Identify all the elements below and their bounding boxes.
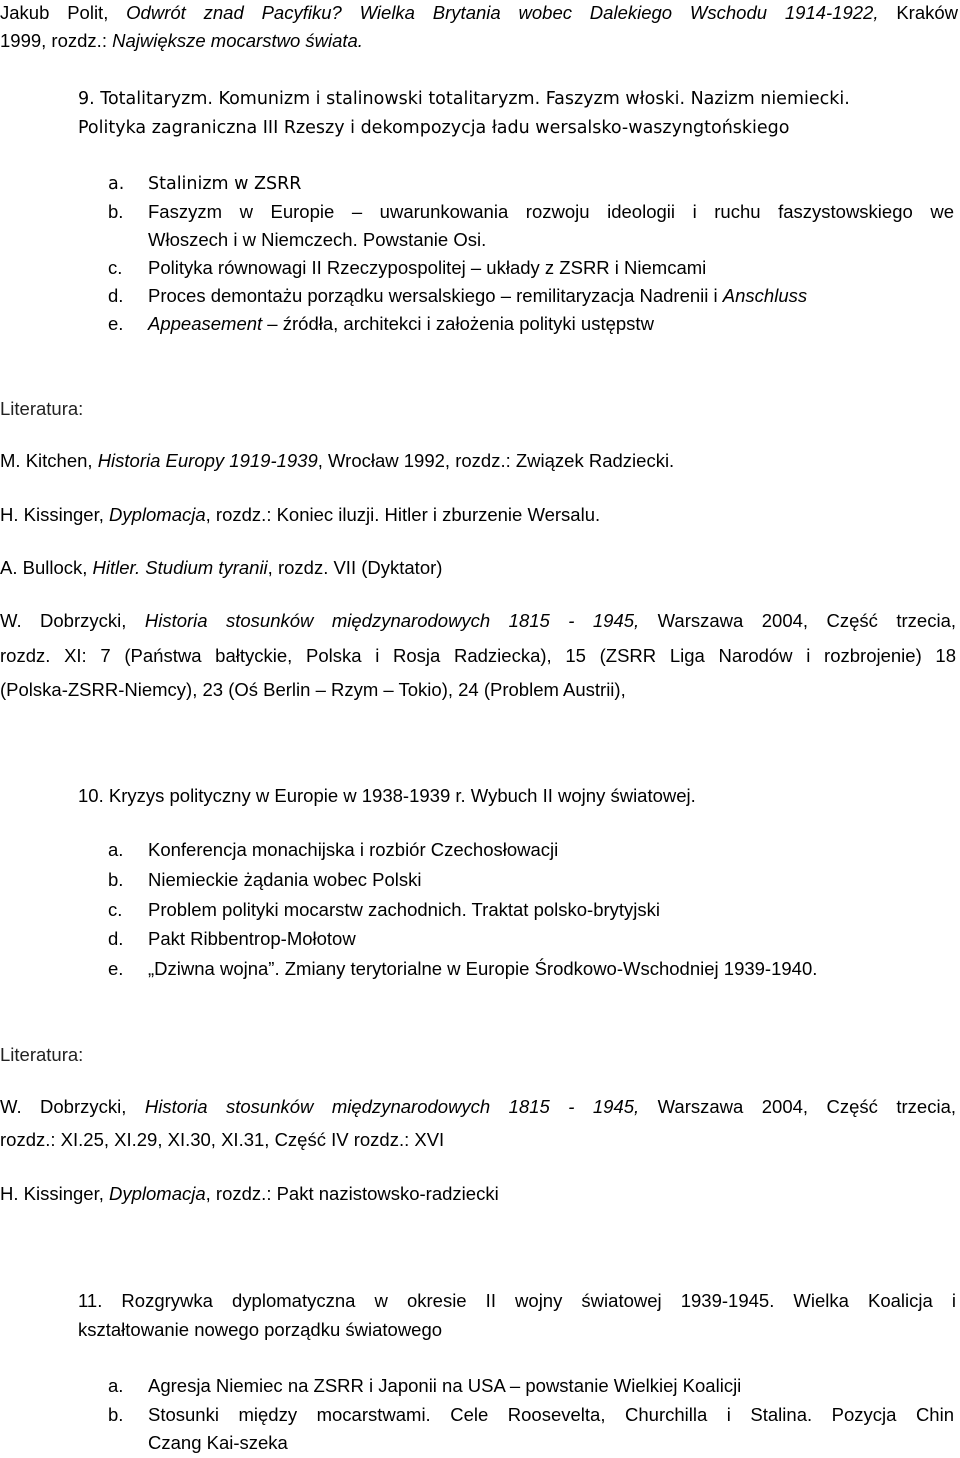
lit-title: Historia Europy 1919-1939: [97, 450, 318, 471]
item-marker: a.: [108, 1375, 124, 1396]
item-marker: c.: [108, 257, 123, 278]
lit-author: A. Bullock,: [0, 557, 93, 578]
section-9-item-a: [108, 173, 301, 195]
section-11-item-a: [108, 1375, 741, 1397]
item-marker: b.: [108, 869, 124, 890]
item-text: Faszyzm w Europie – uwarunkowania rozwoju ideologii i ruchu faszystowskiego we: [148, 201, 954, 222]
literature-entry-kitchen: [0, 450, 674, 472]
item-text: Problem polityki mocarstw zachodnich. Traktat polsko-brytyjski: [148, 899, 661, 920]
section-11-heading-cont: kształtowanie nowego porządku światowego: [78, 1319, 443, 1340]
section-9-heading-cont: Polityka zagraniczna III Rzeszy i dekompozycja ładu wersalsko-waszyngtońskiego: [78, 118, 790, 138]
lit-author: M. Kitchen,: [0, 450, 98, 471]
lit-details: , rozdz. VII (Dyktator): [267, 557, 443, 578]
item-marker: a.: [108, 839, 124, 860]
section-11-item-b: [108, 1404, 956, 1426]
lit-author: W. Dobrzycki,: [0, 1096, 145, 1117]
item-text-italic: Appeasement: [148, 313, 263, 334]
item-marker: b.: [108, 1404, 124, 1425]
section-11-item-b-cont: Czang Kai-szeka: [148, 1432, 288, 1453]
section-11-heading: 11. Rozgrywka dyplomatyczna w okresie II wojny światowej 1939-1945. Wielka Koalicja i: [78, 1290, 956, 1311]
section-10-item-b: [78, 869, 422, 891]
section-9-item-b: [108, 201, 956, 223]
lit-title: Dyplomacja: [109, 504, 206, 525]
section-9-item-c: [108, 257, 706, 279]
citation-title: Odwrót znad Pacyfiku? Wielka Brytania wobec Dalekiego Wschodu 1914-1922,: [126, 2, 879, 23]
item-marker: e.: [108, 313, 124, 334]
item-text: Agresja Niemiec na ZSRR i Japonii na USA – powstanie Wielkiej Koalicji: [148, 1375, 742, 1396]
citation-chapter: Największe mocarstwo świata.: [112, 30, 363, 51]
lit-author: W. Dobrzycki,: [0, 610, 145, 631]
item-marker: e.: [108, 958, 124, 979]
item-text-italic: Anschluss: [722, 285, 808, 306]
section-9-heading: 9. Totalitaryzm. Komunizm i stalinowski totalitaryzm. Faszyzm włoski. Nazizm niemiecki.: [78, 89, 850, 109]
lit-details: Warszawa 2004, Część trzecia,: [639, 1096, 957, 1117]
item-text: Niemieckie żądania wobec Polski: [148, 869, 422, 890]
lit-details: , rozdz.: Pakt nazistowsko-radziecki: [205, 1183, 499, 1204]
citation-polit-line2: [0, 30, 363, 52]
lit-title: Historia stosunków międzynarodowych 1815 - 1945,: [144, 1096, 640, 1117]
literature-label: Literatura:: [0, 398, 84, 419]
item-text: Stalinizm w ZSRR: [148, 174, 302, 194]
lit-details: , Wrocław 1992, rozdz.: Związek Radziecki.: [317, 450, 675, 471]
item-text: Stosunki między mocarstwami. Cele Roosevelta, Churchilla i Stalina. Pozycja Chin: [148, 1404, 954, 1425]
item-text: – źródła, architekci i założenia polityki ustępstw: [262, 313, 654, 334]
literature-entry-kissinger: [0, 504, 600, 526]
literature-entry-dobrzycki: [0, 1096, 956, 1118]
item-marker: b.: [108, 201, 124, 222]
section-9-item-b-cont: Włoszech i w Niemczech. Powstanie Osi.: [148, 229, 487, 250]
item-marker: c.: [108, 899, 123, 920]
literature-entry-dobrzycki-cont: rozdz. XI: 7 (Państwa bałtyckie, Polska i Rosja Radziecka), 15 (ZSRR Liga Narodów i rozbrojenie) 18: [0, 645, 956, 666]
item-marker: d.: [108, 285, 124, 306]
section-10-item-d: [78, 928, 356, 950]
citation-year: 1999, rozdz.:: [0, 30, 113, 51]
literature-entry-dobrzycki-cont: rozdz.: XI.25, XI.29, XI.30, XI.31, Część IV rozdz.: XVI: [0, 1129, 445, 1150]
literature-entry-kissinger: [0, 1183, 499, 1205]
literature-entry-dobrzycki: [0, 610, 956, 632]
lit-title: Hitler. Studium tyranii: [92, 557, 268, 578]
section-10-heading: 10. Kryzys polityczny w Europie w 1938-1939 r. Wybuch II wojny światowej.: [78, 785, 696, 806]
literature-entry-dobrzycki-cont2: (Polska-ZSRR-Niemcy), 23 (Oś Berlin – Rzym – Tokio), 24 (Problem Austrii),: [0, 679, 626, 700]
lit-author: H. Kissinger,: [0, 504, 109, 525]
lit-title: Dyplomacja: [109, 1183, 206, 1204]
item-text: Pakt Ribbentrop-Mołotow: [148, 928, 356, 949]
literature-entry-bullock: [0, 557, 442, 579]
item-marker: a.: [108, 174, 125, 194]
literature-label: Literatura:: [0, 1044, 84, 1065]
citation-author: Jakub Polit,: [0, 2, 127, 23]
item-marker: d.: [108, 928, 124, 949]
lit-title: Historia stosunków międzynarodowych 1815 - 1945,: [144, 610, 640, 631]
citation-polit-line1: [0, 2, 958, 24]
section-9-item-d: [108, 285, 807, 307]
item-text: „Dziwna wojna”. Zmiany terytorialne w Europie Środkowo-Wschodniej 1939-1940.: [148, 958, 818, 979]
item-text: Konferencja monachijska i rozbiór Czechosłowacji: [148, 839, 559, 860]
citation-place: Kraków: [878, 2, 959, 23]
section-10-item-c: [78, 899, 660, 921]
lit-author: H. Kissinger,: [0, 1183, 109, 1204]
lit-details: Warszawa 2004, Część trzecia,: [639, 610, 957, 631]
section-10-item-e: [78, 958, 817, 980]
item-text: Proces demontażu porządku wersalskiego – remilitaryzacja Nadrenii i: [148, 285, 723, 306]
item-text: Polityka równowagi II Rzeczypospolitej – układy z ZSRR i Niemcami: [148, 257, 707, 278]
section-10-item-a: [78, 839, 558, 861]
section-9-item-e: [108, 313, 654, 335]
lit-details: , rozdz.: Koniec iluzji. Hitler i zburzenie Wersalu.: [205, 504, 601, 525]
